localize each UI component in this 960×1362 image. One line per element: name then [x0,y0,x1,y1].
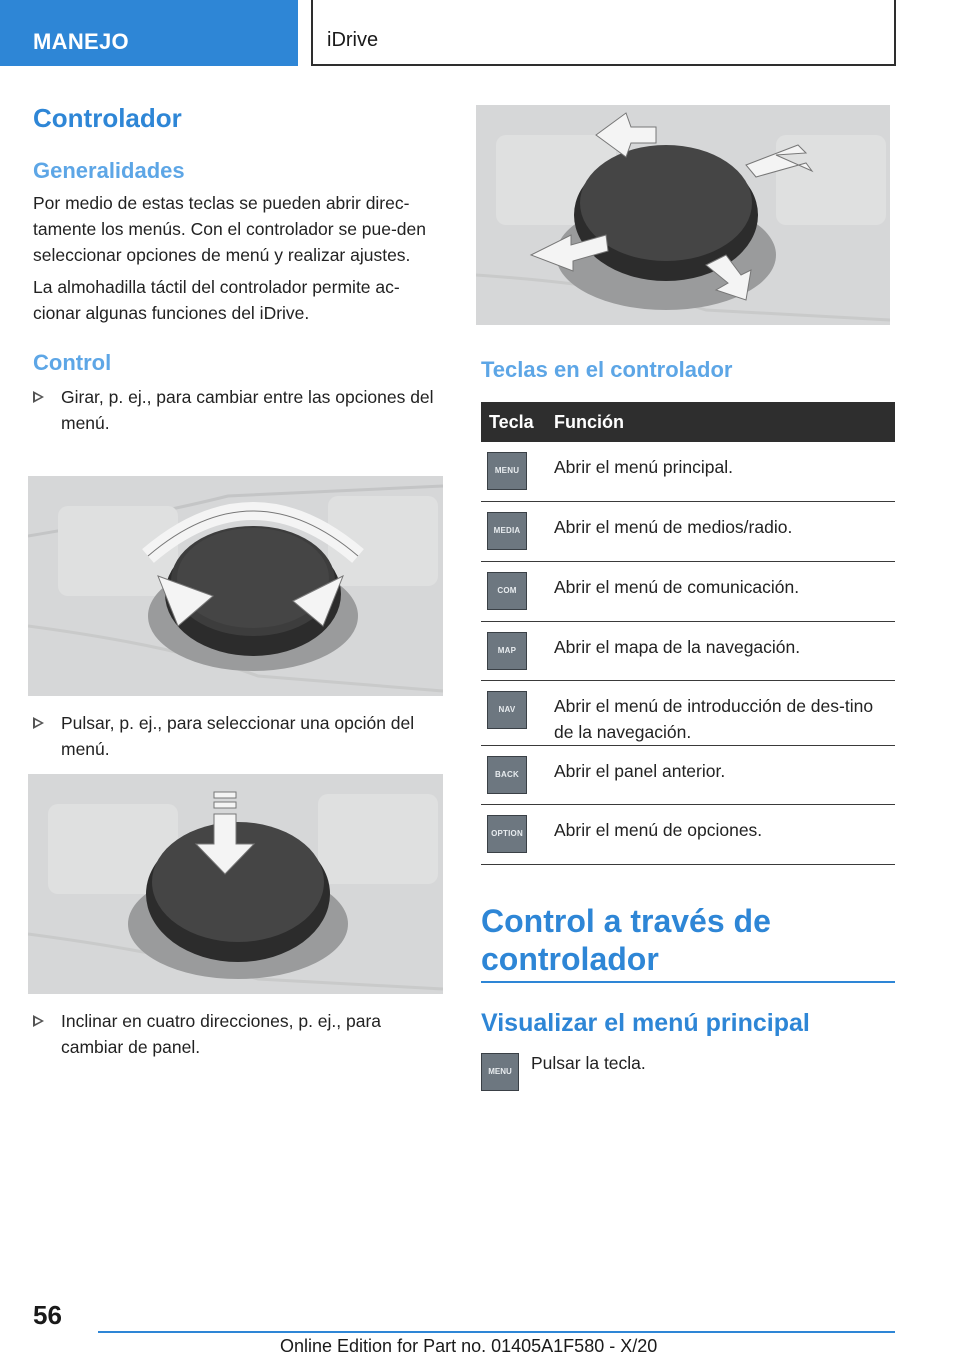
triangle-bullet-icon [33,391,44,403]
left-column [33,100,443,436]
table-row [481,562,895,622]
triangle-bullet-icon [33,717,44,729]
row-function: Abrir el menú de opciones. [554,820,763,840]
row-function: Abrir el mapa de la navegación. [554,637,801,657]
bullet-press-text: Pulsar, p. ej., para seleccionar una opción del menú. [61,713,415,759]
subheading-keys: Teclas en el controlador [481,357,733,382]
chapter-title: iDrive [327,29,379,51]
row-function: Abrir el menú de comunicación. [554,577,800,597]
keys-table [481,402,895,865]
bullet-press [33,710,443,762]
bullet-tilt [33,1008,443,1060]
bullet-tilt-text: Inclinar en cuatro direcciones, p. ej., para cambiar de panel. [61,1011,382,1057]
media-key-icon: MEDIA [487,512,527,550]
table-row [481,502,895,562]
table-header [481,402,895,442]
footer-divider [98,1331,895,1333]
table-row [481,622,895,681]
bullet-rotate [33,384,443,436]
row-function: Abrir el menú de introducción de des-tino de la navegación. [554,696,874,742]
row-function: Abrir el menú principal. [554,457,733,477]
page-number: 56 [33,1300,62,1330]
map-key-icon: MAP [487,632,527,670]
menu-key-icon: MENU [481,1053,519,1091]
row-function: Abrir el menú de medios/radio. [554,517,793,537]
subheading-control: Control [33,350,112,375]
row-function: Abrir el panel anterior. [554,761,726,781]
table-row [481,746,895,805]
table-row [481,442,895,502]
general-paragraph-1: Por medio de estas teclas se pueden abrir direc-tamente los menús. Con el controlador se pue-den seleccionar opciones de menú y realizar ajustes. [33,193,427,265]
section-tab [0,0,298,66]
bullet-rotate-text: Girar, p. ej., para cambiar entre las opciones del menú. [61,387,434,433]
com-key-icon: COM [487,572,527,610]
back-key-icon: BACK [487,756,527,794]
table-row [481,805,895,865]
subheading-main-menu: Visualizar el menú principal [481,1009,810,1037]
option-key-icon: OPTION [487,815,527,853]
section-heading-control-controller: Control a través de controlador [481,903,771,977]
general-paragraph-2: La almohadilla táctil del controlador permite ac-cionar algunas funciones del iDrive. [33,277,400,323]
nav-key-icon: NAV [487,691,527,729]
section-heading-controlador: Controlador [33,103,182,133]
chapter-tab [311,0,896,66]
subheading-generalidades: Generalidades [33,158,185,183]
header-function: Función [554,412,624,432]
main-menu-instruction: Pulsar la tecla. [531,1053,646,1073]
triangle-bullet-icon [33,1015,44,1027]
menu-key-icon: MENU [487,452,527,490]
header-key: Tecla [489,412,534,432]
section-title: MANEJO [33,29,129,54]
controller-rotate-image [28,476,443,696]
heading-divider [481,981,895,983]
controller-press-image [28,774,443,994]
edition-note: Online Edition for Part no. 01405A1F580 - X/20 [280,1336,658,1356]
controller-tilt-image [476,105,890,325]
table-row [481,681,895,746]
